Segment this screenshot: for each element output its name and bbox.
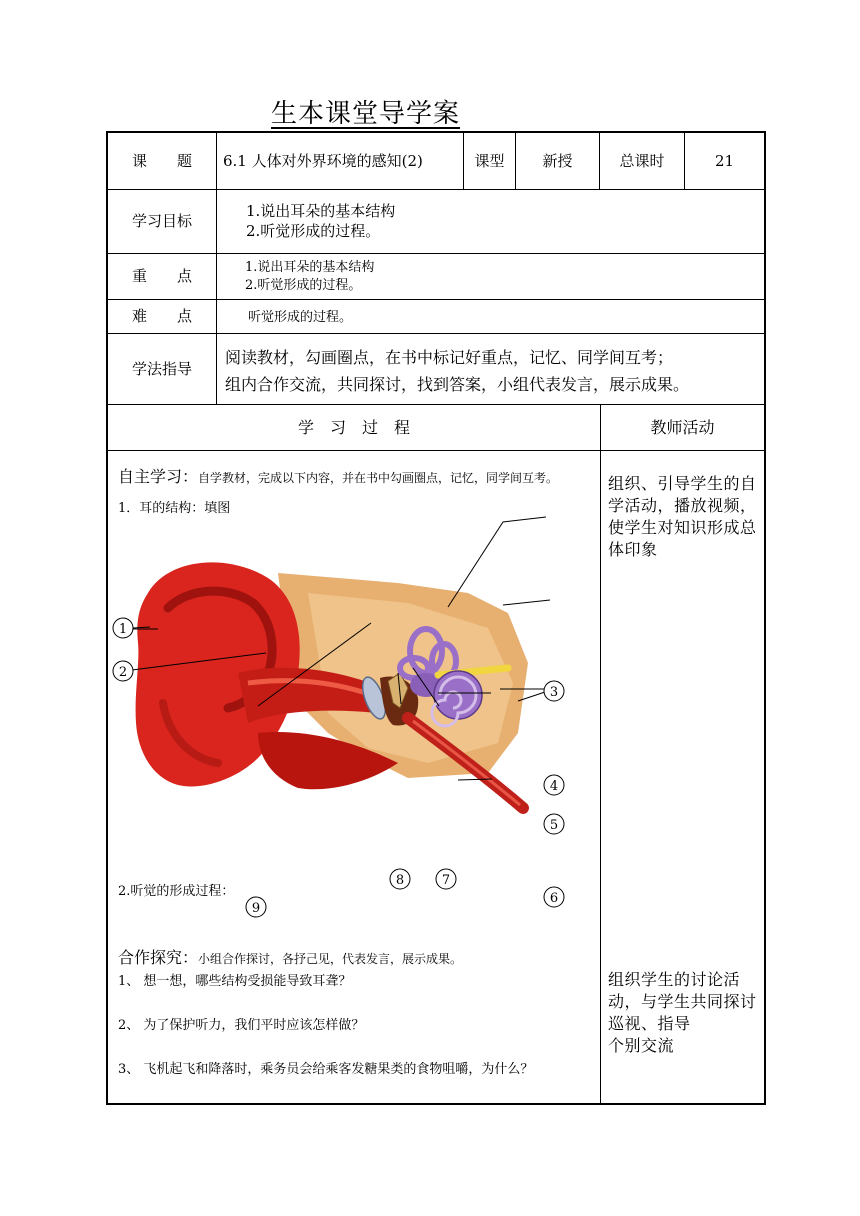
teacher-activity-2: 组织学生的讨论活动，与学生共同探讨巡视、指导 — [608, 970, 757, 1034]
process-header: 学 习 过 程 — [297, 417, 410, 437]
topic-value: 6.1 人体对外界环境的感知(2) — [223, 152, 423, 170]
label-1: 1 — [118, 622, 128, 637]
coop-desc: 小组合作探讨，各抒己见，代表发言，展示成果。 — [198, 952, 463, 966]
coop-question-2: 2、 为了保护听力，我们平时应该怎样做？ — [118, 1018, 365, 1033]
method-label: 学法指导 — [131, 359, 192, 378]
coop-line — [118, 947, 598, 969]
teacher-activity-3: 个别交流 — [608, 1036, 675, 1055]
coop-question-3: 3、 飞机起飞和降落时，乘务员会给乘客发糖果类的食物咀嚼，为什么？ — [118, 1062, 534, 1077]
method-lines — [225, 344, 765, 398]
key-points-list — [245, 259, 545, 295]
row-divider — [108, 450, 764, 451]
topic-label: 课 题 — [131, 151, 192, 170]
question-hearing-process: 2.听觉的形成过程： — [118, 884, 235, 899]
self-study-line — [118, 466, 598, 488]
goals-list — [246, 201, 546, 241]
teacher-activity-1: 组织、引导学生的自学活动，播放视频，使学生对知识形成总体印象 — [608, 474, 757, 560]
method-line: 组内合作交流，共同探讨，找到答案，小组代表发言，展示成果。 — [225, 375, 690, 394]
lesson-table — [106, 131, 766, 1105]
label-9: 9 — [251, 901, 261, 916]
difficulty-label: 难 点 — [131, 307, 192, 326]
coop-title: 合作探究： — [118, 948, 199, 967]
col-divider — [216, 133, 217, 405]
difficulty-value: 听觉形成的过程。 — [248, 310, 353, 325]
label-4: 4 — [549, 779, 559, 794]
coop-question-1: 1、 想一想，哪些结构受损能导致耳聋？ — [118, 974, 352, 989]
method-line: 阅读教材，勾画圈点，在书中标记好重点，记忆、同学间互考； — [225, 348, 674, 367]
total-value: 21 — [714, 151, 735, 170]
label-5: 5 — [549, 818, 559, 833]
key-points-label: 重 点 — [131, 267, 192, 286]
col-divider — [600, 405, 601, 1105]
self-study-title: 自主学习： — [118, 467, 199, 486]
teacher-header: 教师活动 — [650, 417, 715, 437]
key-point-item: 2.听觉形成的过程。 — [245, 278, 362, 293]
page-title: 生本课堂导学案 — [271, 99, 461, 129]
question-ear-structure: 1．耳的结构：填图 — [118, 501, 231, 516]
label-2: 2 — [118, 665, 128, 680]
label-7: 7 — [441, 873, 451, 888]
goal-item: 2.听觉形成的过程。 — [246, 222, 381, 240]
type-label: 课型 — [474, 151, 505, 170]
goal-item: 1.说出耳朵的基本结构 — [246, 202, 396, 220]
label-6: 6 — [549, 891, 559, 906]
label-8: 8 — [395, 873, 405, 888]
total-label: 总课时 — [619, 151, 665, 170]
self-study-desc: 自学教材，完成以下内容，并在书中勾画圈点，记忆，同学间互考。 — [198, 471, 559, 485]
goals-label: 学习目标 — [131, 212, 192, 231]
type-value: 新授 — [542, 151, 573, 170]
label-3: 3 — [549, 685, 559, 700]
key-point-item: 1.说出耳朵的基本结构 — [245, 260, 375, 275]
